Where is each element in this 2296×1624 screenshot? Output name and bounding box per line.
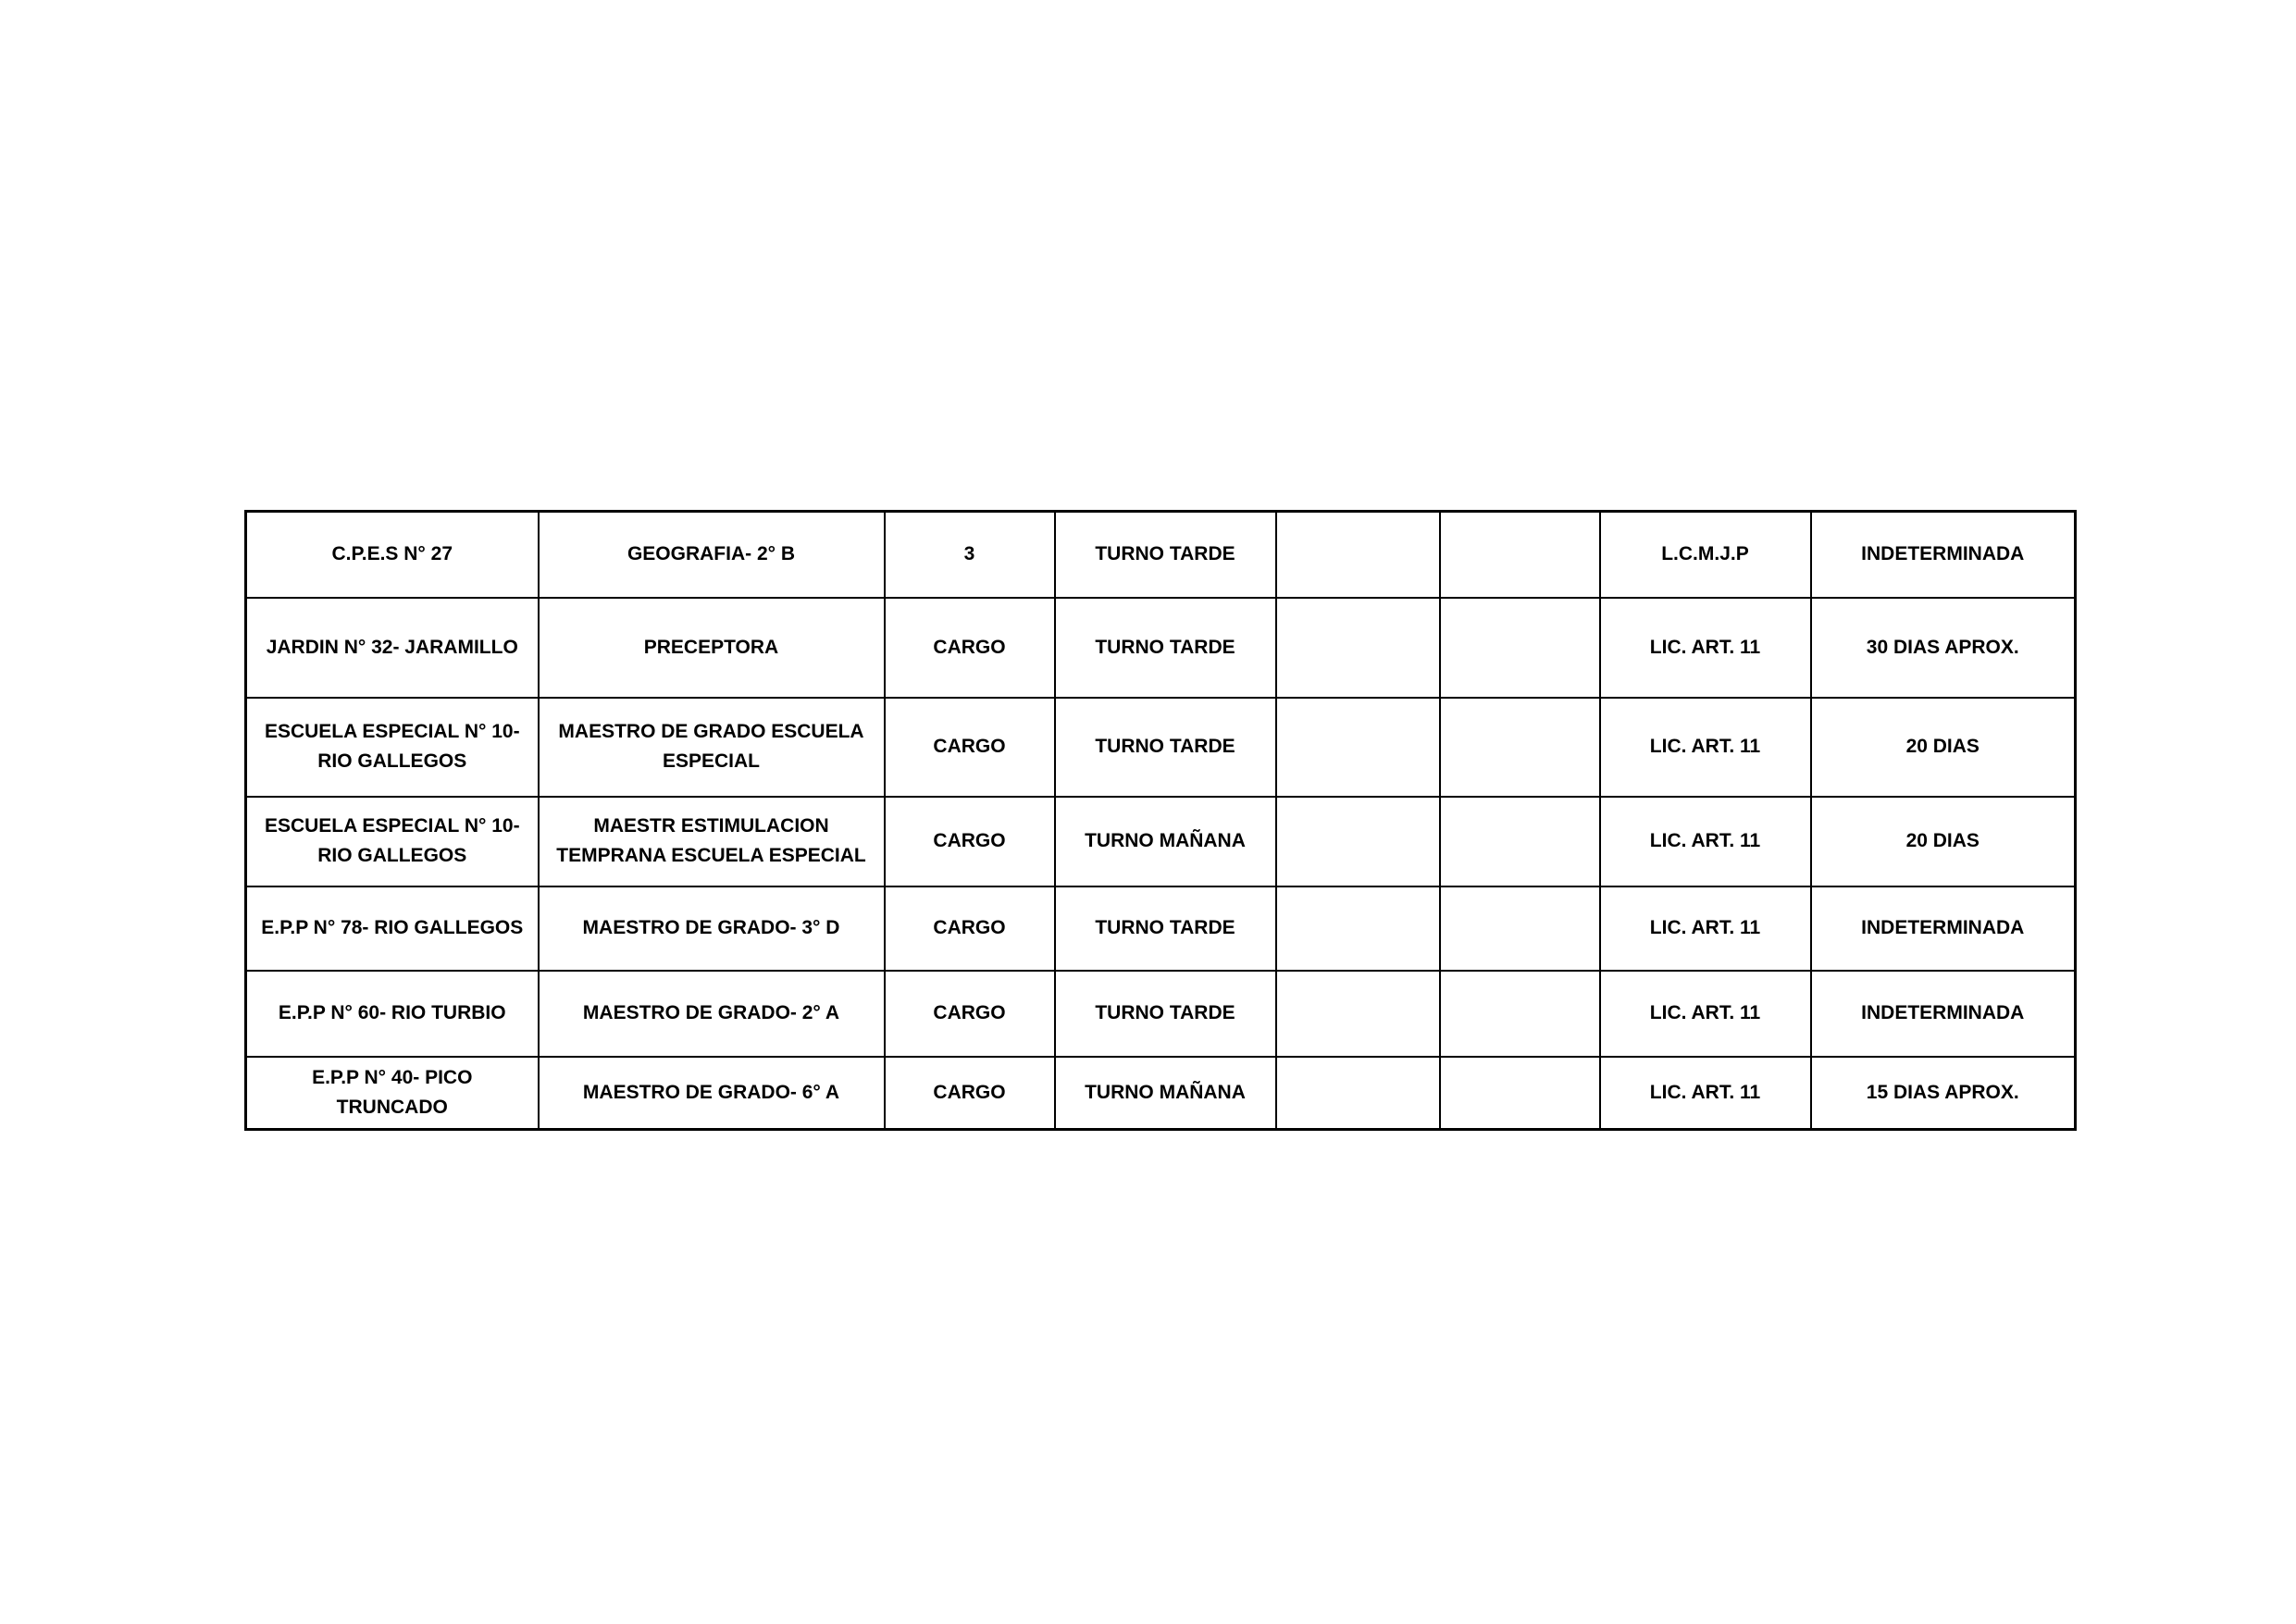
hours-cell: CARGO bbox=[885, 797, 1055, 886]
empty-cell bbox=[1276, 797, 1440, 886]
position-cell: MAESTRO DE GRADO ESCUELA ESPECIAL bbox=[539, 698, 885, 797]
position-cell: MAESTRO DE GRADO- 3° D bbox=[539, 886, 885, 971]
duration-cell: INDETERMINADA bbox=[1811, 512, 2076, 598]
empty-cell bbox=[1440, 971, 1600, 1057]
school-cell: JARDIN N° 32- JARAMILLO bbox=[246, 598, 539, 698]
table-row bbox=[246, 797, 2076, 886]
empty-cell bbox=[1276, 698, 1440, 797]
hours-cell: CARGO bbox=[885, 1057, 1055, 1130]
school-cell: ESCUELA ESPECIAL N° 10- RIO GALLEGOS bbox=[246, 698, 539, 797]
leave-type-cell: LIC. ART. 11 bbox=[1600, 886, 1811, 971]
hours-cell: 3 bbox=[885, 512, 1055, 598]
position-cell: PRECEPTORA bbox=[539, 598, 885, 698]
empty-cell bbox=[1440, 698, 1600, 797]
shift-cell: TURNO TARDE bbox=[1055, 698, 1276, 797]
table-row bbox=[246, 971, 2076, 1057]
table-row bbox=[246, 598, 2076, 698]
table-row bbox=[246, 698, 2076, 797]
hours-cell: CARGO bbox=[885, 598, 1055, 698]
leave-type-cell: LIC. ART. 11 bbox=[1600, 971, 1811, 1057]
leave-type-cell: LIC. ART. 11 bbox=[1600, 598, 1811, 698]
position-cell: MAESTRO DE GRADO- 6° A bbox=[539, 1057, 885, 1130]
table-row bbox=[246, 1057, 2076, 1130]
empty-cell bbox=[1276, 886, 1440, 971]
leave-type-cell: LIC. ART. 11 bbox=[1600, 797, 1811, 886]
shift-cell: TURNO TARDE bbox=[1055, 886, 1276, 971]
hours-cell: CARGO bbox=[885, 886, 1055, 971]
empty-cell bbox=[1440, 1057, 1600, 1130]
shift-cell: TURNO MAÑANA bbox=[1055, 797, 1276, 886]
school-cell: C.P.E.S N° 27 bbox=[246, 512, 539, 598]
duration-cell: 20 DIAS bbox=[1811, 797, 2076, 886]
shift-cell: TURNO MAÑANA bbox=[1055, 1057, 1276, 1130]
school-cell: E.P.P N° 40- PICO TRUNCADO bbox=[246, 1057, 539, 1130]
duration-cell: INDETERMINADA bbox=[1811, 971, 2076, 1057]
duration-cell: 20 DIAS bbox=[1811, 698, 2076, 797]
shift-cell: TURNO TARDE bbox=[1055, 971, 1276, 1057]
empty-cell bbox=[1276, 971, 1440, 1057]
empty-cell bbox=[1440, 598, 1600, 698]
shift-cell: TURNO TARDE bbox=[1055, 598, 1276, 698]
school-cell: ESCUELA ESPECIAL N° 10- RIO GALLEGOS bbox=[246, 797, 539, 886]
duration-cell: 30 DIAS APROX. bbox=[1811, 598, 2076, 698]
vacancies-table bbox=[244, 510, 2077, 1131]
hours-cell: CARGO bbox=[885, 698, 1055, 797]
position-cell: MAESTRO DE GRADO- 2° A bbox=[539, 971, 885, 1057]
leave-type-cell: LIC. ART. 11 bbox=[1600, 1057, 1811, 1130]
leave-type-cell: LIC. ART. 11 bbox=[1600, 698, 1811, 797]
hours-cell: CARGO bbox=[885, 971, 1055, 1057]
empty-cell bbox=[1440, 512, 1600, 598]
table-row bbox=[246, 512, 2076, 598]
school-cell: E.P.P N° 78- RIO GALLEGOS bbox=[246, 886, 539, 971]
empty-cell bbox=[1440, 797, 1600, 886]
school-cell: E.P.P N° 60- RIO TURBIO bbox=[246, 971, 539, 1057]
shift-cell: TURNO TARDE bbox=[1055, 512, 1276, 598]
position-cell: MAESTR ESTIMULACION TEMPRANA ESCUELA ESPECIAL bbox=[539, 797, 885, 886]
empty-cell bbox=[1276, 512, 1440, 598]
empty-cell bbox=[1276, 1057, 1440, 1130]
table-row bbox=[246, 886, 2076, 971]
position-cell: GEOGRAFIA- 2° B bbox=[539, 512, 885, 598]
duration-cell: INDETERMINADA bbox=[1811, 886, 2076, 971]
duration-cell: 15 DIAS APROX. bbox=[1811, 1057, 2076, 1130]
leave-type-cell: L.C.M.J.P bbox=[1600, 512, 1811, 598]
empty-cell bbox=[1276, 598, 1440, 698]
empty-cell bbox=[1440, 886, 1600, 971]
